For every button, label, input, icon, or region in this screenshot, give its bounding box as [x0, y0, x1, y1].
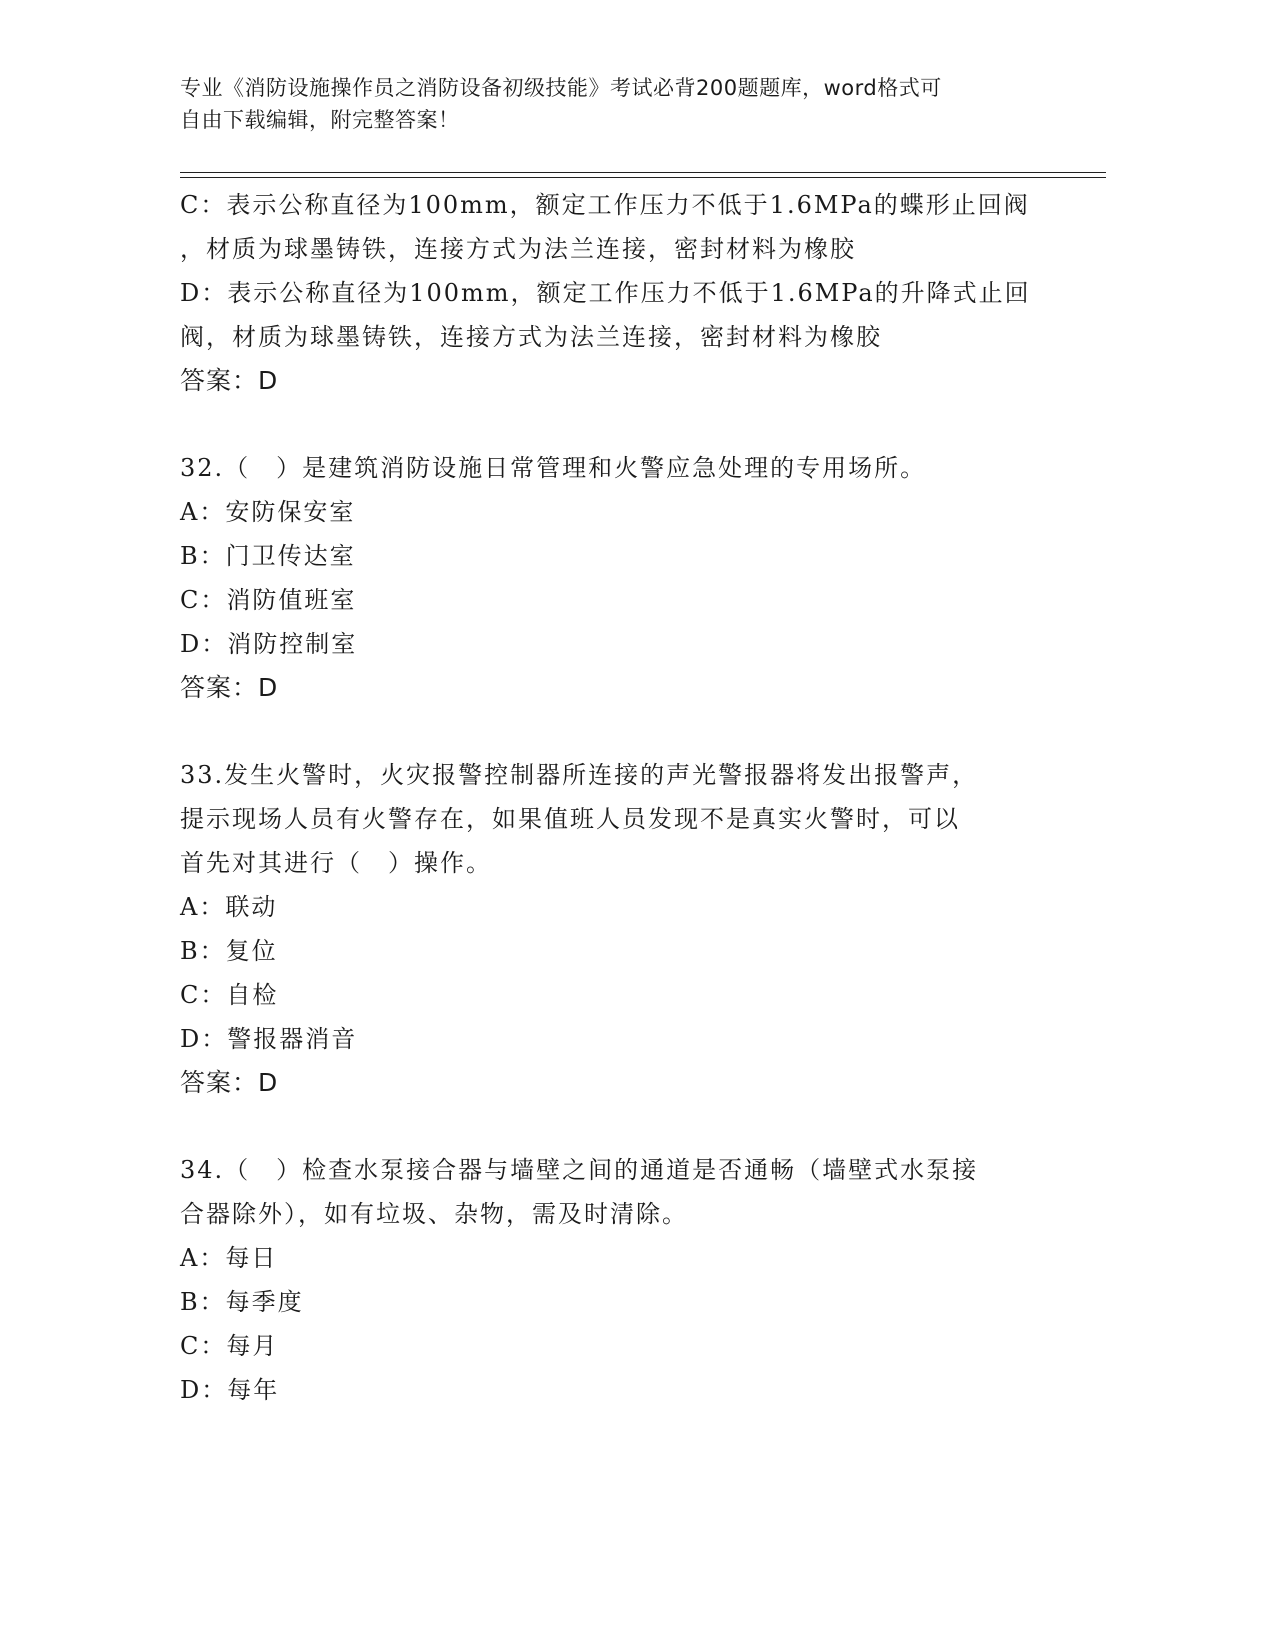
question-stem: 32.（ ）是建筑消防设施日常管理和火警应急处理的专用场所。 [180, 454, 927, 482]
header-line-1: 专业《消防设施操作员之消防设备初级技能》考试必背200题题库，word格式可 [180, 76, 942, 100]
option-a: A：联动 [180, 893, 278, 921]
question-stem: 合器除外），如有垃圾、杂物，需及时清除。 [180, 1200, 688, 1228]
option-c: C：消防值班室 [180, 586, 357, 614]
question-stem: 34.（ ）检查水泵接合器与墙壁之间的通道是否通畅（墙壁式水泵接 [180, 1156, 979, 1184]
answer-line: 答案：D [180, 366, 279, 395]
question-stem: 33.发生火警时，火灾报警控制器所连接的声光警报器将发出报警声， [180, 761, 979, 789]
option-d: D：警报器消音 [180, 1025, 358, 1053]
question-block [180, 753, 1080, 1105]
block-spacer [180, 1105, 1080, 1148]
header-divider-top [180, 172, 1106, 173]
question-block [180, 1148, 1080, 1412]
option-text: ，材质为球墨铸铁，连接方式为法兰连接，密封材料为橡胶 [180, 235, 856, 263]
option-b: B：复位 [180, 937, 278, 965]
question-block [180, 446, 1080, 710]
option-b: B：门卫传达室 [180, 542, 356, 570]
option-b: B：每季度 [180, 1288, 304, 1316]
option-a: A：每日 [180, 1244, 278, 1272]
option-text: D：表示公称直径为100mm，额定工作压力不低于1.6MPa的升降式止回 [180, 279, 1031, 307]
question-block [180, 183, 1080, 403]
option-d: D：消防控制室 [180, 630, 358, 658]
option-text: 阀，材质为球墨铸铁，连接方式为法兰连接，密封材料为橡胶 [180, 323, 882, 351]
document-header [180, 72, 1080, 136]
option-a: A：安防保安室 [180, 498, 356, 526]
block-spacer [180, 710, 1080, 753]
option-text: C：表示公称直径为100mm，额定工作压力不低于1.6MPa的蝶形止回阀 [180, 191, 1030, 219]
option-d: D：每年 [180, 1376, 280, 1404]
block-spacer [180, 403, 1080, 446]
question-content [180, 183, 1080, 1412]
question-stem: 首先对其进行（ ）操作。 [180, 849, 492, 877]
question-stem: 提示现场人员有火警存在，如果值班人员发现不是真实火警时，可以 [180, 805, 960, 833]
header-line-2: 自由下载编辑，附完整答案！ [180, 108, 460, 132]
option-c: C：自检 [180, 981, 279, 1009]
answer-line: 答案：D [180, 1068, 279, 1097]
answer-line: 答案：D [180, 673, 279, 702]
option-c: C：每月 [180, 1332, 279, 1360]
header-divider-bottom [180, 177, 1106, 178]
